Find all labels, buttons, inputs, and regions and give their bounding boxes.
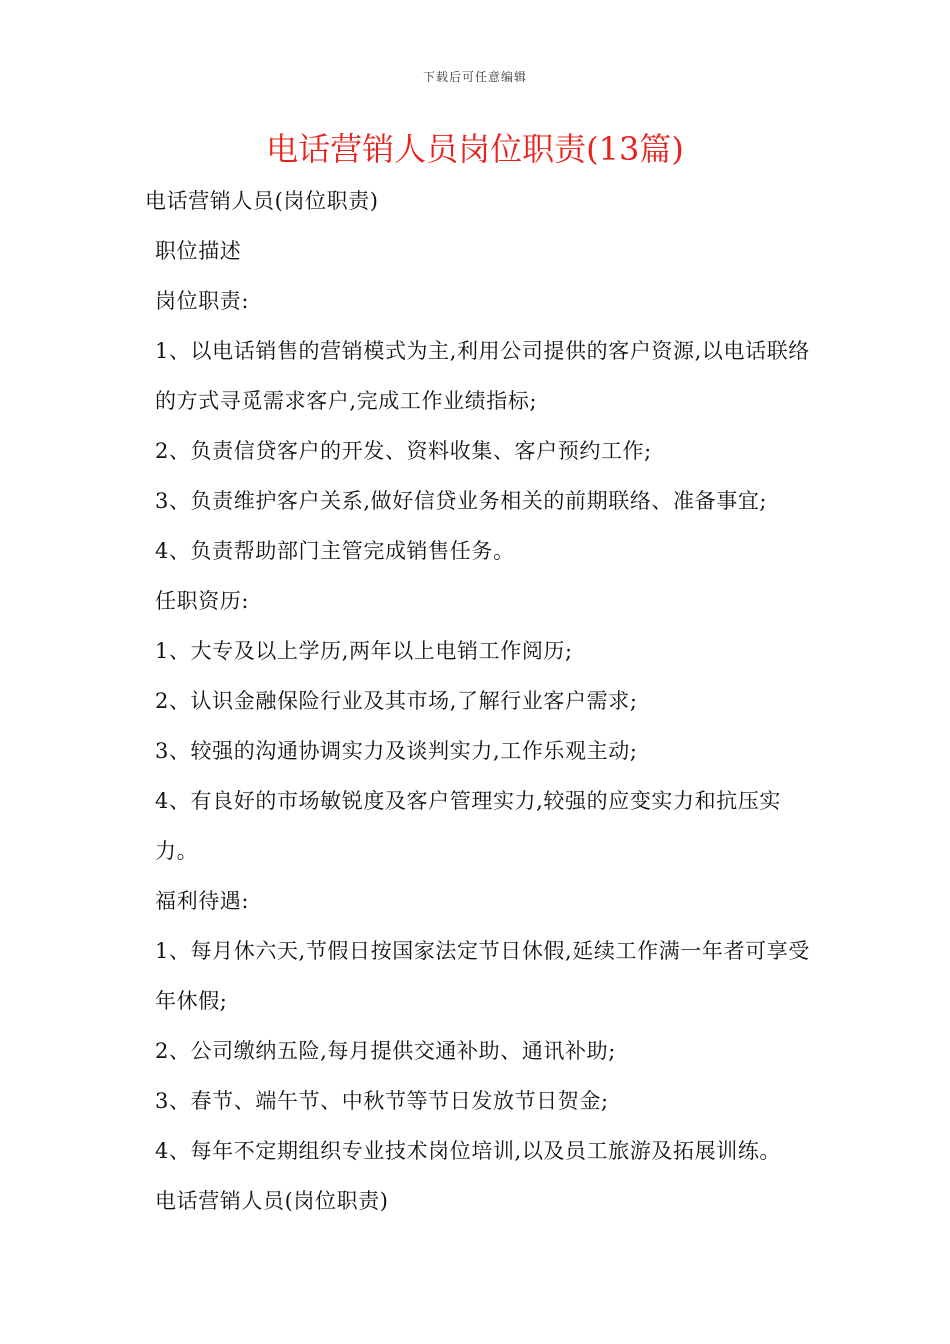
list-item: 1、以电话销售的营销模式为主,利用公司提供的客户资源,以电话联络的方式寻觅需求客户,完成工作业绩指标;: [155, 339, 810, 413]
paragraph: 电话营销人员(岗位职责): [155, 1189, 389, 1213]
list-item: 1、大专及以上学历,两年以上电销工作阅历;: [155, 639, 573, 663]
paragraph: 职位描述: [155, 239, 242, 263]
list-item: 4、负责帮助部门主管完成销售任务。: [155, 539, 515, 563]
list-item: 2、认识金融保险行业及其市场,了解行业客户需求;: [155, 689, 638, 713]
document-title: 电话营销人员岗位职责(13篇): [266, 130, 684, 168]
list-item: 3、负责维护客户关系,做好信贷业务相关的前期联络、准备事宜;: [155, 489, 768, 513]
list-item: 2、公司缴纳五险,每月提供交通补助、通讯补助;: [155, 1039, 616, 1063]
document-body: [145, 176, 813, 1226]
page-header-note: 下载后可任意编辑: [422, 70, 527, 84]
list-item: 3、较强的沟通协调实力及谈判实力,工作乐观主动;: [155, 739, 638, 763]
list-item: 4、有良好的市场敏锐度及客户管理实力,较强的应变实力和抗压实力。: [155, 789, 782, 863]
paragraph: 电话营销人员(岗位职责): [145, 189, 379, 213]
list-item: 4、每年不定期组织专业技术岗位培训,以及员工旅游及拓展训练。: [155, 1139, 782, 1163]
section-heading: 岗位职责:: [155, 289, 250, 313]
list-item: 1、每月休六天,节假日按国家法定节日休假,延续工作满一年者可享受年休假;: [155, 939, 810, 1013]
section-heading: 任职资历:: [155, 589, 250, 613]
section-heading: 福利待遇:: [155, 889, 250, 913]
list-item: 2、负责信贷客户的开发、资料收集、客户预约工作;: [155, 439, 652, 463]
list-item: 3、春节、端午节、中秋节等节日发放节日贺金;: [155, 1089, 609, 1113]
